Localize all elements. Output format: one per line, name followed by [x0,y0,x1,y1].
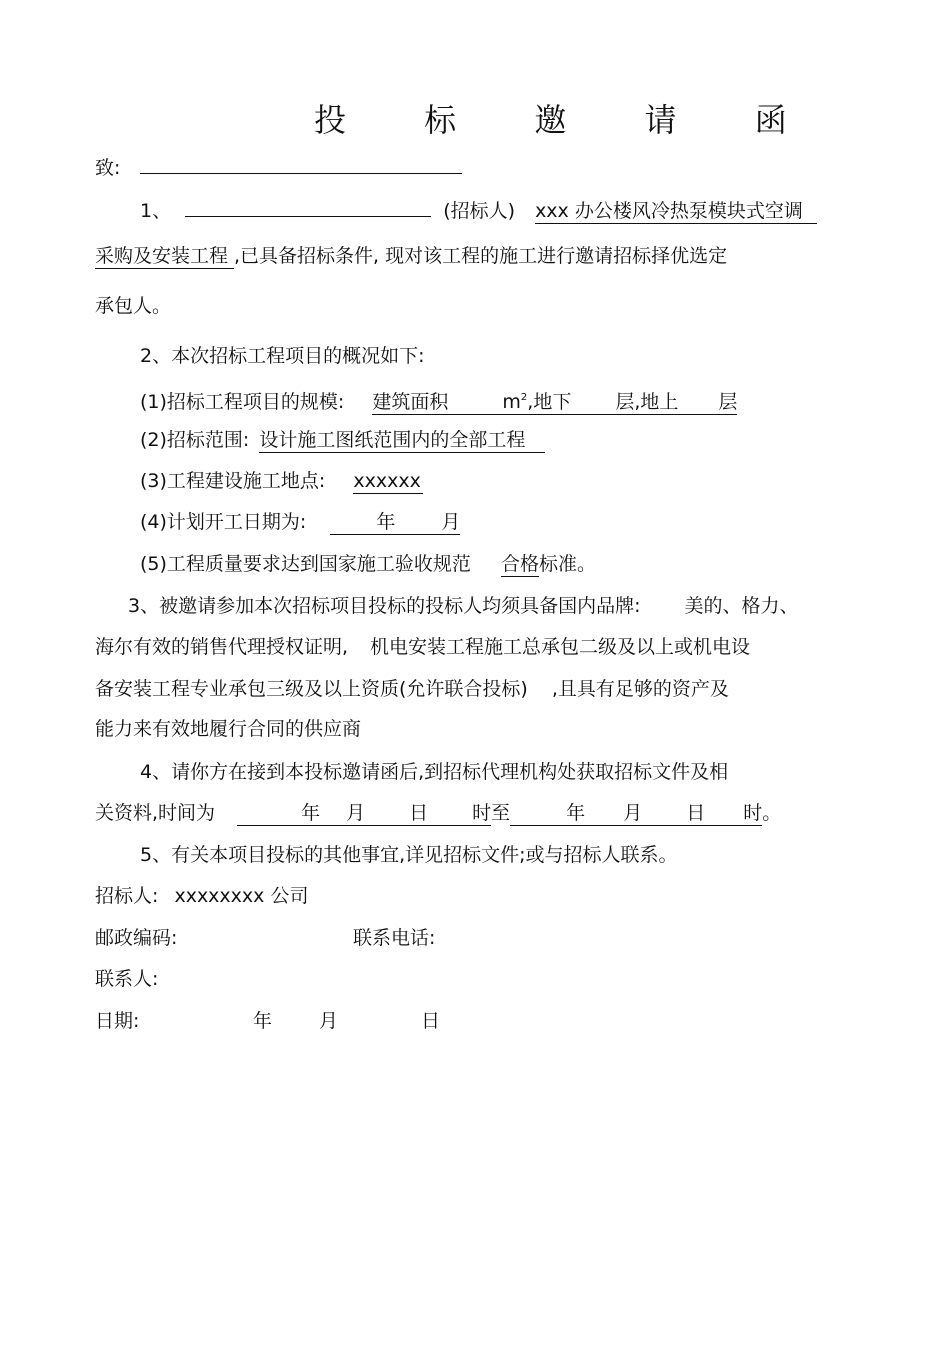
date-line [95,1009,139,1033]
quality-tail: 标准。 [538,553,596,575]
floors-label: 层 [718,391,738,413]
p3-line2-rest: 机电安装工程施工总承包二级及以上或机电设 [370,636,751,658]
p3-line3-text: 备安装工程专业承包三级及以上资质(允许联合投标) [95,678,528,700]
to-year: 年 [566,802,586,824]
p2-intro: 2、本次招标工程项目的概况如下: [140,345,425,367]
to-day: 日 [686,802,706,824]
aboveground-label: 层,地上 [615,391,679,413]
tenderer-label: (招标人) [443,200,516,222]
p2-item1 [140,386,737,414]
start-date-value [330,511,460,535]
date-month: 月 [319,1010,339,1032]
p2-item4 [140,510,460,534]
from-hour: 时 [472,802,492,824]
area-unit: m [502,391,521,413]
phone-line [353,926,435,950]
start-month: 月 [441,511,461,533]
area-label: 建筑面积 [372,391,449,413]
tenderer-footer-value: xxxxxxxx 公司 [174,885,309,907]
project-name-part2: 采购及安装工程 [95,245,234,269]
p3-line2 [95,635,750,659]
scale-label: (1)招标工程项目的规模: [140,391,345,413]
p4-line2 [95,801,781,825]
addressee-blank [140,153,462,174]
p4-prefix: 关资料,时间为 [95,802,216,824]
contact-label: 联系人: [95,968,159,990]
p2-item5 [140,552,596,576]
contact-line [95,967,158,991]
period-to [510,802,762,826]
quality-value: 合格 [500,553,539,575]
to-month: 月 [623,802,643,824]
postcode-line [95,926,177,950]
p3-line1 [128,594,799,618]
p4-line1: 4、请你方在接到本投标邀请函后,到招标代理机构处获取招标文件及相 [140,761,729,783]
p1-line1 [140,196,817,223]
tenderer-blank [185,196,431,217]
p3-line2-text: 海尔有效的销售代理授权证明, [95,636,349,658]
tenderer-line [95,884,308,908]
from-month: 月 [346,802,366,824]
p1-line2 [95,244,727,268]
underground-label: ,地下 [527,391,572,413]
from-day: 日 [409,802,429,824]
p1-line2-rest: ,已具备招标条件, 现对该工程的施工进行邀请招标择优选定 [234,245,728,267]
p5-line: 5、有关本项目投标的其他事宜,详见招标文件;或与招标人联系。 [140,844,678,866]
p1-line3: 承包人。 [95,295,172,317]
addressee-line [95,153,462,180]
to-hour: 时 [743,802,763,824]
p3-line1-text: 3、被邀请参加本次招标项目投标的投标人均须具备国内品牌: [128,595,641,617]
start-date-label: (4)计划开工日期为: [140,511,307,533]
p1-number: 1、 [140,200,172,222]
period-from [237,802,491,826]
location-label: (3)工程建设施工地点: [140,470,326,492]
p4-end: 。 [762,802,782,824]
to-label: 致: [95,157,121,179]
p3-line3-rest: ,且具有足够的资产及 [551,678,729,700]
start-year: 年 [376,511,396,533]
p3-line4: 能力来有效地履行合同的供应商 [95,718,362,740]
page-title: 投 标 邀 请 函 [314,101,821,139]
p3-brands: 美的、格力、 [684,595,799,617]
date-label: 日期: [95,1010,140,1032]
tenderer-footer-label: 招标人: [95,885,159,907]
location-value: xxxxxx [353,470,421,492]
postcode-label: 邮政编码: [95,927,178,949]
project-name-part1: xxx 办公楼风冷热泵模块式空调 [535,200,817,224]
quality-label: (5)工程质量要求达到国家施工验收规范 [140,553,471,575]
scope-value: 设计施工图纸范围内的全部工程 [259,429,545,453]
p3-line3 [95,677,729,701]
area-unit-superscript: 2 [520,392,528,403]
from-year: 年 [301,802,321,824]
date-day: 日 [421,1010,441,1032]
scope-label: (2)招标范围: [140,429,250,451]
date-year: 年 [253,1010,273,1032]
scale-value [372,391,737,415]
p2-item3 [140,469,423,493]
phone-label: 联系电话: [353,927,436,949]
period-to-label: 至 [491,802,511,824]
p2-item2 [140,428,545,452]
